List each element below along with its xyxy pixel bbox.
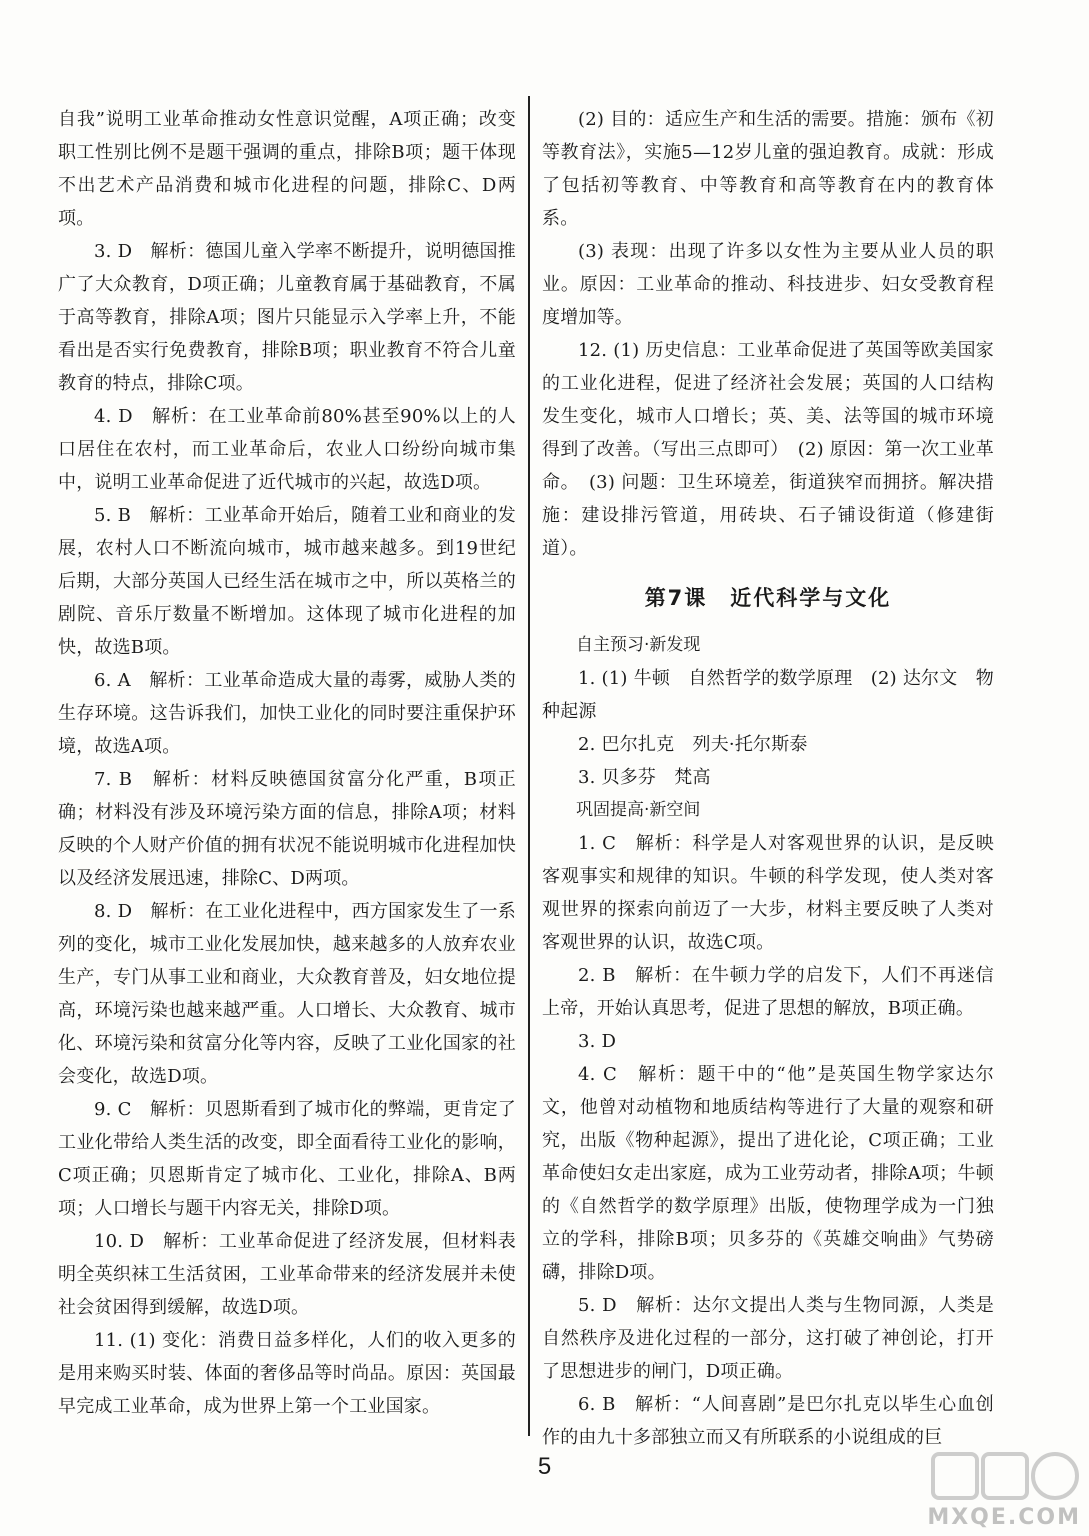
answer-paragraph: 6. A 解析：工业革命造成大量的毒雾，威胁人类的生存环境。这告诉我们，加快工业化的同时要注重保护环境，故选A项。 (58, 670, 516, 757)
answer-paragraph: 自我”说明工业革命推动女性意识觉醒，A项正确；改变职工性别比例不是题干强调的重点，排除B项；题干体现不出艺术产品消费和城市化进程的问题，排除C、D两项。 (58, 109, 516, 229)
section1-answers (542, 662, 994, 794)
answer-paragraph: 5. B 解析：工业革命开始后，随着工业和商业的发展，农村人口不断流向城市，城市越来越多。到19世纪后期，大部分英国人已经生活在城市之中，所以英格兰的剧院、音乐厅数量不断增加。这体现了城市化进程的加快，故选B项。 (58, 505, 516, 658)
answer-paragraph: 8. D 解析：在工业化进程中，西方国家发生了一系列的变化，城市工业化发展加快，越来越多的人放弃农业生产，专门从事工业和商业，大众教育普及，妇女地位提高，环境污染也越来越严重。人口增长、大众教育、城市化、环境污染和贫富分化等内容，反映了工业化国家的社会变化，故选D项。 (58, 901, 516, 1087)
consolidate-answer-paragraph: 2. B 解析：在牛顿力学的启发下，人们不再迷信上帝，开始认真思考，促进了思想的解放，B项正确。 (542, 965, 994, 1019)
watermark-logo-icon (931, 1450, 1081, 1506)
right-column (542, 103, 994, 1454)
answer-paragraph: 10. D 解析：工业革命促进了经济发展，但材料表明全英织袜工生活贫困，工业革命带来的经济发展并未使社会贫困得到缓解，故选D项。 (58, 1231, 516, 1318)
answer-paragraph: (2) 目的：适应生产和生活的需要。措施：颁布《初等教育法》，实施5—12岁儿童的强迫教育。成就：形成了包括初等教育、中等教育和高等教育在内的教育体系。 (542, 109, 994, 229)
preview-answer-paragraph: 3. 贝多芬 梵高 (578, 767, 711, 788)
right-top-answers (542, 103, 994, 565)
consolidate-answer-paragraph: 3. D (578, 1031, 617, 1052)
preview-answer-paragraph: 1. (1) 牛顿 自然哲学的数学原理 (2) 达尔文 物种起源 (542, 668, 994, 722)
answer-paragraph: 4. D 解析：在工业革命前80%甚至90%以上的人口居住在农村，而工业革命后，农业人口纷纷向城市集中，说明工业革命促进了近代城市的兴起，故选D项。 (58, 406, 516, 493)
preview-answer-paragraph: 2. 巴尔扎克 列夫·托尔斯泰 (578, 734, 808, 755)
consolidate-answer-paragraph: 6. B 解析：“人间喜剧”是巴尔扎克以毕生心血创作的由九十多部独立而又有所联系的小说组成的巨 (542, 1394, 994, 1448)
consolidate-answer-paragraph: 5. D 解析：达尔文提出人类与生物同源，人类是自然秩序及进化过程的一部分，这打破了神创论，打开了思想进步的闸门，D项正确。 (542, 1295, 994, 1382)
watermark-text: MXQE.COM (927, 1505, 1081, 1530)
answer-paragraph: 9. C 解析：贝恩斯看到了城市化的弊端，更肯定了工业化带给人类生活的改变，即全面看待工业化的影响，C项正确；贝恩斯肯定了城市化、工业化，排除A、B两项；人口增长与题干内容无关，排除D项。 (58, 1099, 516, 1219)
section-title-preview: 自主预习·新发现 (576, 635, 701, 655)
lesson-title: 第7课 近代科学与文化 (644, 586, 892, 610)
answer-paragraph: 7. B 解析：材料反映德国贫富分化严重，B项正确；材料没有涉及环境污染方面的信息，排除A项；材料反映的个人财产价值的拥有状况不能说明城市化进程加快以及经济发展迅速，排除C、D两项。 (58, 769, 516, 889)
left-column (58, 103, 516, 1423)
column-divider (528, 96, 530, 1436)
answer-paragraph: 3. D 解析：德国儿童入学率不断提升，说明德国推广了大众教育，D项正确；儿童教育属于基础教育，不属于高等教育，排除A项；图片只能显示入学率上升，不能看出是否实行免费教育，排除B项；职业教育不符合儿童教育的特点，排除C项。 (58, 241, 516, 394)
answer-paragraph: 11. (1) 变化：消费日益多样化，人们的收入更多的是用来购买时装、体面的奢侈品等时尚品。原因：英国最早完成工业革命，成为世界上第一个工业国家。 (58, 1330, 516, 1417)
answer-paragraph: (3) 表现：出现了许多以女性为主要从业人员的职业。原因：工业革命的推动、科技进步、妇女受教育程度增加等。 (542, 241, 994, 328)
page-number: 5 (537, 1453, 552, 1480)
answer-paragraph: 12. (1) 历史信息：工业革命促进了英国等欧美国家的工业化进程，促进了经济社会发展；英国的人口结构发生变化，城市人口增长；英、美、法等国的城市环境得到了改善。（写出三点即可） (2) 原因：第一次工业革命。 (3) 问题：卫生环境差，街道狭窄而拥挤。解决措施：建设排污管道，用砖块、石子铺设街道（修建街道）。 (542, 340, 994, 559)
section2-answers (542, 827, 994, 1454)
section-title-consolidate: 巩固提高·新空间 (576, 800, 701, 820)
consolidate-answer-paragraph: 4. C 解析：题干中的“他”是英国生物学家达尔文，他曾对动植物和地质结构等进行了大量的观察和研究，出版《物种起源》，提出了进化论，C项正确；工业革命使妇女走出家庭，成为工业劳动者，排除A项；牛顿的《自然哲学的数学原理》出版，使物理学成为一门独立的学科，排除B项；贝多芬的《英雄交响曲》气势磅礴，排除D项。 (542, 1064, 994, 1283)
consolidate-answer-paragraph: 1. C 解析：科学是人对客观世界的认识，是反映客观事实和规律的知识。牛顿的科学发现，使人类对客观世界的探索向前迈了一大步，材料主要反映了人类对客观世界的认识，故选C项。 (542, 833, 994, 953)
watermark (927, 1450, 1081, 1530)
